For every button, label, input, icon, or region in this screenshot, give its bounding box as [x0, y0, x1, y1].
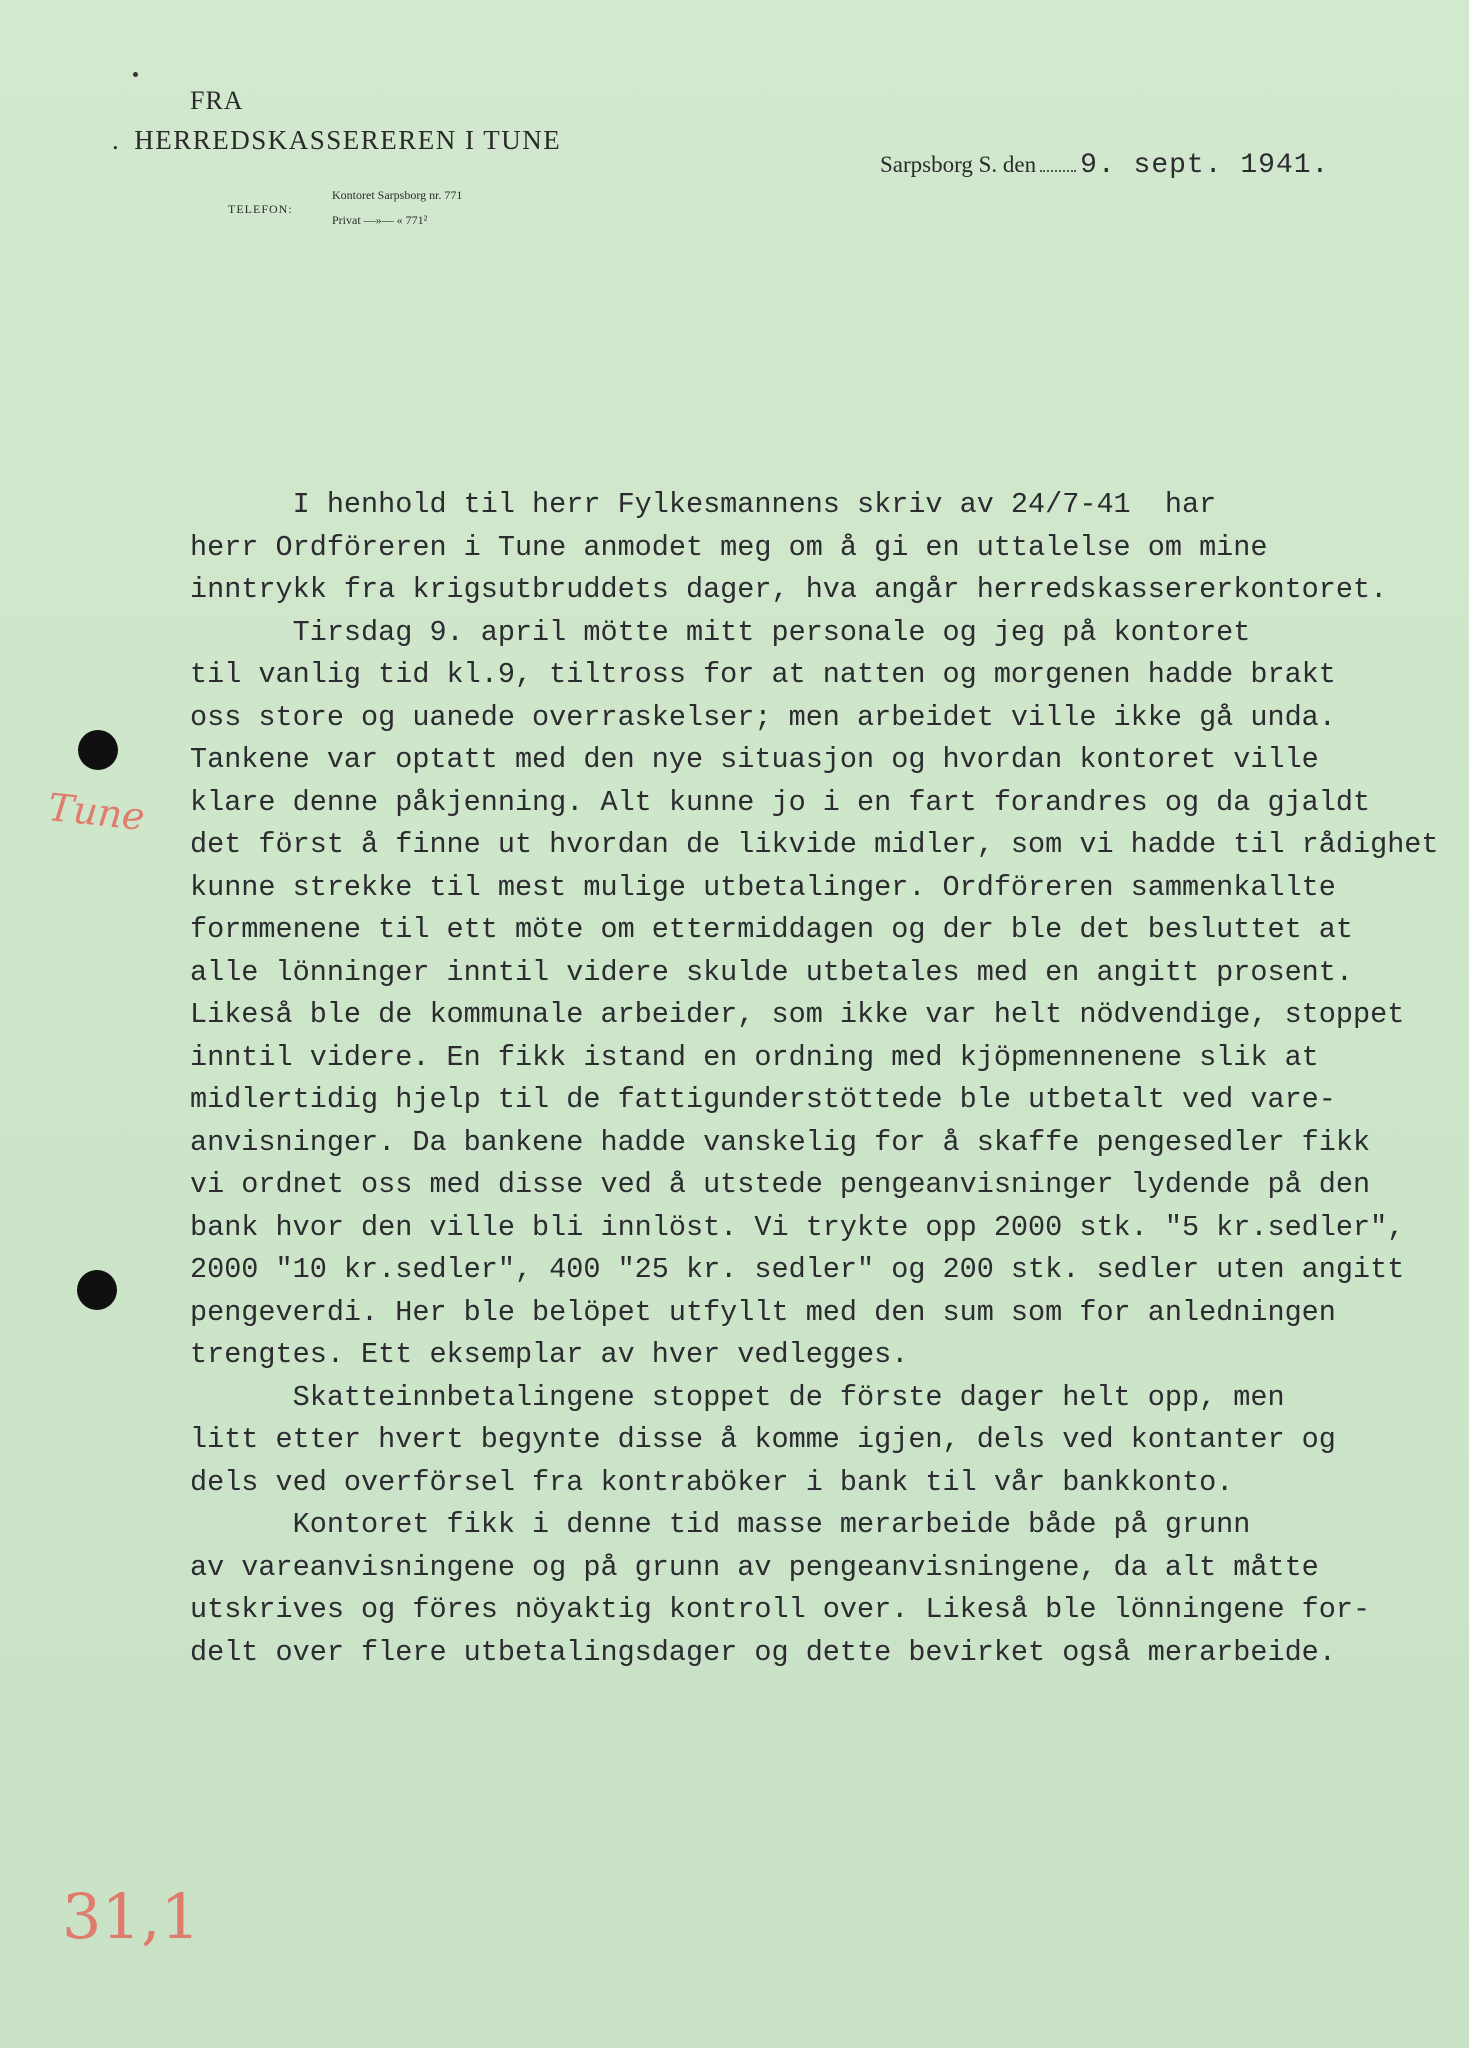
body-line: Tankene var optatt med den nye situasjon og hvordan kontoret ville [190, 743, 1319, 776]
telephone-label: TELEFON: [228, 202, 293, 216]
dotted-leader [1040, 170, 1076, 172]
body-line: Tirsdag 9. april mötte mitt personale og jeg på kontoret [190, 615, 1251, 649]
body-line: utskrives og föres nöyaktig kontroll over. Likeså ble lönningene for- [190, 1593, 1371, 1626]
dateline-place: Sarpsborg S. den [880, 152, 1037, 177]
body-line: alle lönninger inntil videre skulde utbetales med en angitt prosent. [190, 955, 1353, 989]
body-line: inntrykk fra krigsutbruddets dager, hva angår herredskassererkontoret. [190, 573, 1388, 606]
body-line: Skatteinnbetalingene stoppet de förste dager helt opp, men [190, 1380, 1285, 1414]
body-line: trengtes. Ett eksemplar av hver vedlegges. [190, 1338, 909, 1371]
body-line: formmenene til ett möte om ettermiddagen og der ble det besluttet at [190, 913, 1353, 946]
body-line: inntil videre. En fikk istand en ordning med kjöpmennenene slik at [190, 1040, 1319, 1074]
body-line: pengeverdi. Her ble belöpet utfyllt med den sum som for anledningen [190, 1295, 1336, 1329]
header-from-label: FRA [190, 86, 244, 115]
dateline-date: 9. sept. 1941. [1080, 150, 1330, 181]
telephone-office: Kontoret Sarpsborg nr. 771 [332, 188, 463, 202]
body-line: 2000 "10 kr.sedler", 400 "25 kr. sedler" og 200 stk. sedler uten angitt [190, 1253, 1405, 1286]
ink-tick-mark [133, 72, 138, 77]
body-line: oss store og uanede overraskelser; men arbeidet ville ikke gå unda. [190, 700, 1336, 734]
body-line: Kontoret fikk i denne tid masse merarbeide både på grunn [190, 1508, 1251, 1541]
body-line: vi ordnet oss med disse ved å utstede pengeanvisninger lydende på den [190, 1168, 1371, 1201]
body-line: I henhold til herr Fylkesmannens skriv av 24/7-41 har [190, 488, 1217, 521]
body-line: det först å finne ut hvordan de likvide midler, som vi hadde til rådighet [190, 828, 1439, 861]
body-line: til vanlig tid kl.9, tiltross for at natten og morgenen hadde brakt [190, 658, 1336, 691]
body-line: Likeså ble de kommunale arbeider, som ikke var helt nödvendige, stoppet [190, 998, 1405, 1031]
body-line: klare denne påkjenning. Alt kunne jo i en fart forandres og da gjaldt [190, 785, 1371, 819]
organization-name: HERREDSKASSEREREN I TUNE [134, 125, 562, 155]
header-organization: . HERREDSKASSEREREN I TUNE [112, 125, 562, 155]
body-line: av vareanvisningene og på grunn av pengeanvisningene, da alt måtte [190, 1550, 1319, 1584]
body-line: midlertidig hjelp til de fattigunderstöttede ble utbetalt ved vare- [190, 1083, 1336, 1116]
body-line: kunne strekke til mest mulige utbetalinger. Ordföreren sammenkallte [190, 870, 1336, 904]
letter-body [190, 484, 1439, 1674]
body-line: bank hvor den ville bli innlöst. Vi trykte opp 2000 stk. "5 kr.sedler", [190, 1210, 1405, 1244]
body-line: delt over flere utbetalingsdager og dette bevirket også merarbeide. [190, 1635, 1336, 1669]
punch-hole [78, 730, 118, 770]
page-number-note: 31,1 [62, 1880, 201, 1953]
body-line: litt etter hvert begynte disse å komme igjen, dels ved kontanter og [190, 1423, 1336, 1456]
dateline [880, 150, 1329, 181]
telephone-private: Privat —»— « 771² [332, 213, 428, 227]
body-line: dels ved overförsel fra kontraböker i bank til vår bankkonto. [190, 1465, 1234, 1499]
body-line: anvisninger. Da bankene hadde vanskelig for å skaffe pengesedler fikk [190, 1125, 1371, 1159]
margin-note-name: Tune [45, 785, 147, 839]
punch-hole [77, 1270, 117, 1310]
body-line: herr Ordföreren i Tune anmodet meg om å gi en uttalelse om mine [190, 530, 1268, 564]
